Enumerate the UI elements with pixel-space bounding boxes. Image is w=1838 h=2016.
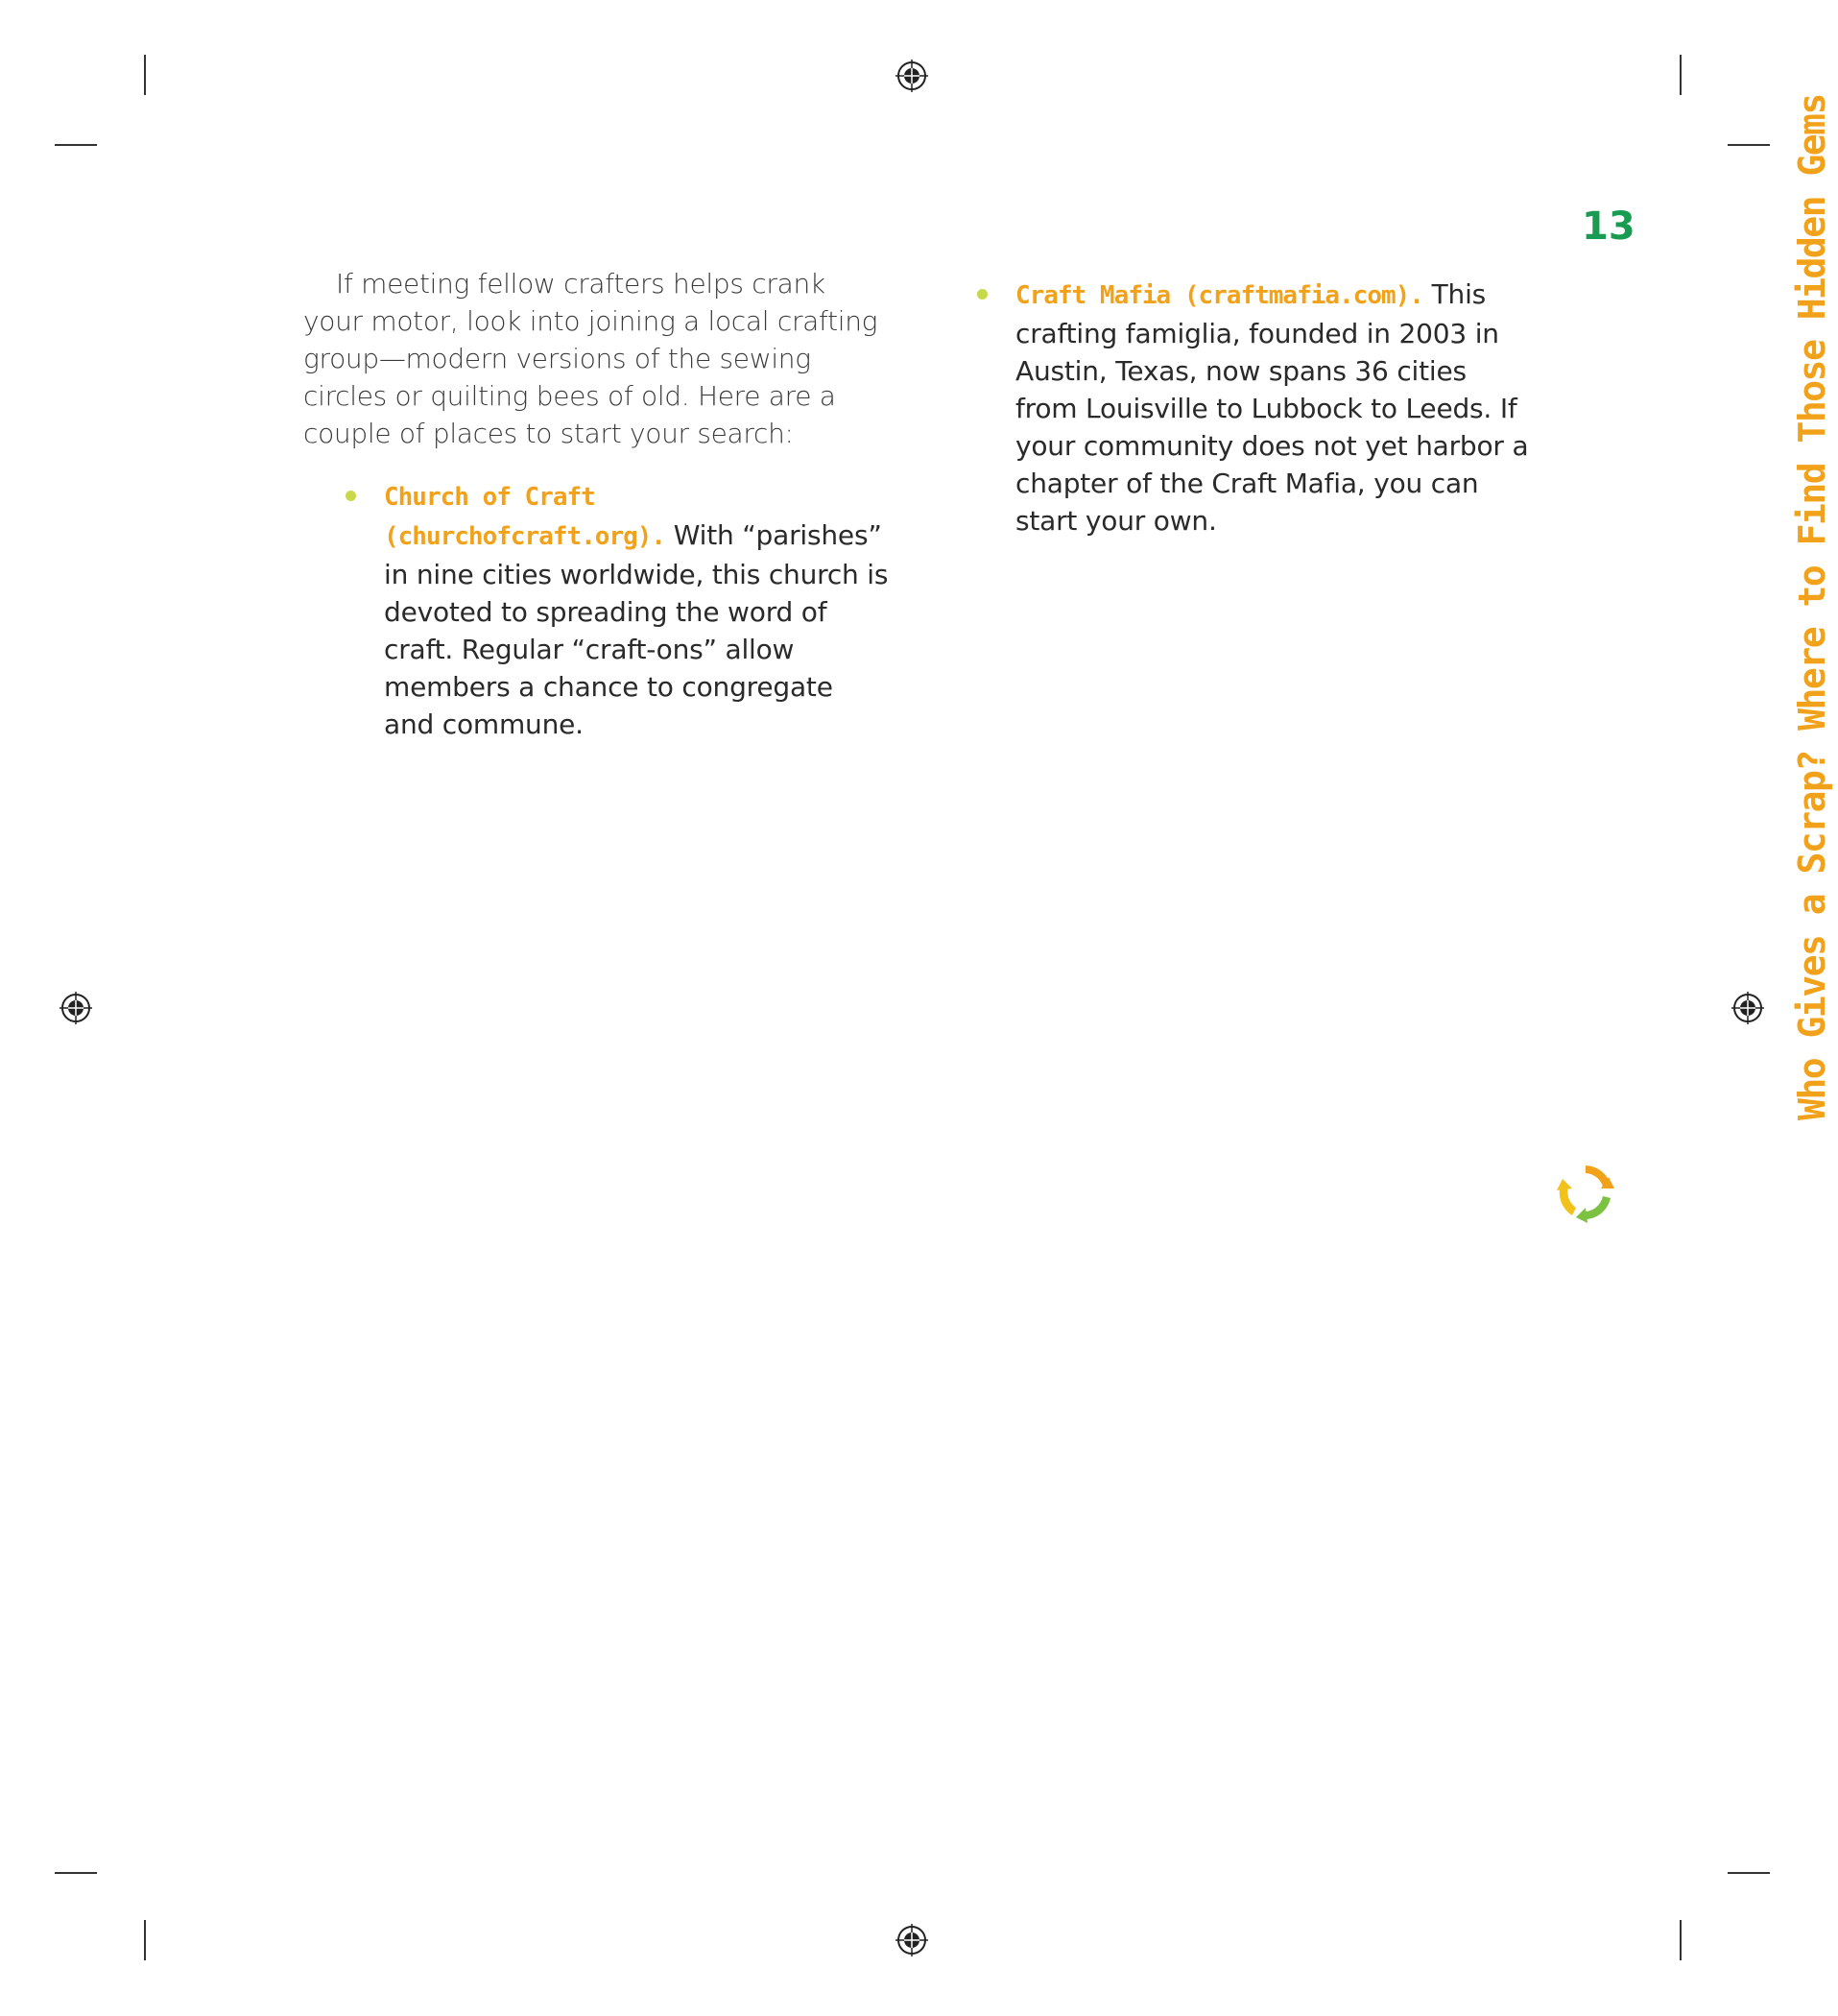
registration-mark-icon — [895, 1924, 928, 1956]
resource-list — [1015, 276, 1534, 540]
crop-mark-bottom-right-vertical — [1680, 1920, 1682, 1960]
recycle-logo-icon — [1553, 1160, 1618, 1225]
resource-description: With “parishes” in nine cities worldwide, this church is devoted to spreading the word of craft. Regular “craft-ons” allow members a chance to congregate and commune. — [384, 519, 889, 740]
right-column — [1015, 276, 1534, 540]
crop-mark-top-left-vertical — [144, 55, 146, 95]
list-item — [384, 477, 889, 743]
resource-list — [303, 477, 889, 743]
crop-mark-bottom-right-horizontal — [1728, 1872, 1770, 1874]
left-column — [303, 265, 889, 743]
bullet-dot-icon — [346, 491, 356, 501]
list-item — [1015, 276, 1534, 540]
crop-mark-bottom-left-horizontal — [55, 1872, 97, 1874]
crop-mark-bottom-left-vertical — [144, 1920, 146, 1960]
crop-mark-top-left-horizontal — [55, 144, 97, 146]
running-head: Who Gives a Scrap? Where to Find Those Hidden Gems — [1791, 94, 1833, 1120]
crop-mark-top-right-horizontal — [1728, 144, 1770, 146]
crop-mark-top-right-vertical — [1680, 55, 1682, 95]
bullet-dot-icon — [977, 289, 988, 300]
registration-mark-icon — [895, 60, 928, 92]
resource-name: Church of Craft (churchofcraft.org). — [384, 483, 666, 551]
page-number: 13 — [1582, 204, 1635, 249]
registration-mark-icon — [60, 992, 92, 1024]
intro-paragraph: If meeting fellow crafters helps crank your motor, look into joining a local crafting group—modern versions of the sewing circles or quilting bees of old. Here are a couple of places to start your search: — [303, 268, 878, 449]
resource-description: This crafting famiglia, founded in 2003 in Austin, Texas, now spans 36 cities from Louisville to Lubbock to Leeds. If your community does not yet harbor a chapter of the Craft Mafia, you can start your own. — [1015, 278, 1529, 537]
resource-name: Craft Mafia (craftmafia.com). — [1015, 281, 1423, 310]
registration-mark-icon — [1731, 992, 1764, 1024]
